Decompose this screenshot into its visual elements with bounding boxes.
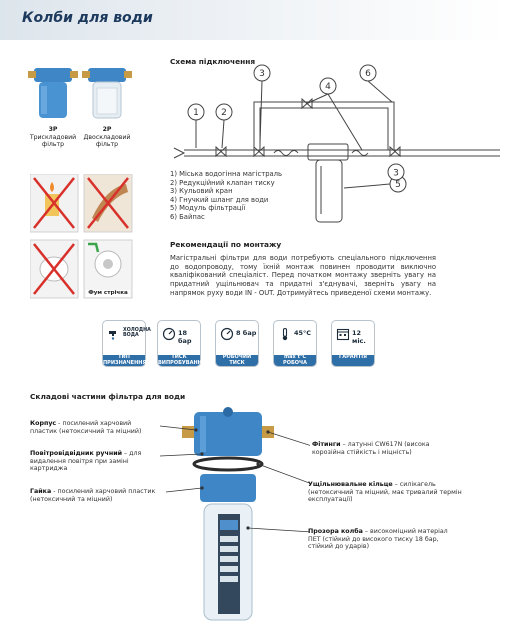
part-desc: - посилений харчовий пластик (нетоксичний та міцний) [30, 420, 142, 435]
part-name: Ущільнювальне кільце [308, 481, 393, 488]
part-fittings [312, 441, 462, 456]
spec-caption: ТИП ПРИЗНАЧЕННЯ [103, 354, 147, 366]
diagram-num-4: 4 [325, 82, 331, 92]
page-title: Колби для води [22, 10, 153, 26]
filter-2p-code: 2P [102, 126, 112, 133]
diagram-legend [170, 170, 320, 222]
recommendations-text: Магістральні фільтри для води потребують спеціального підключення до водопроводу, тому їхній монтаж повинен проводити виключно кваліфікований спеціаліст. Перед початком монтажу зверніть увагу на придатний ущільнювач та придатні з'єднувачі, зверніть увагу на напрямок руху води IN - OUT. Дотримуйтесь приведеної схеми монтажу. [170, 254, 436, 297]
tap-icon [107, 327, 121, 341]
part-name: Гайка [30, 488, 52, 495]
recommendations-title: Рекомендації по монтажу [170, 240, 282, 249]
filter-products-image [26, 62, 136, 124]
diagram-num-6: 6 [365, 69, 371, 79]
part-name: Повітровідвідник ручний [30, 450, 123, 457]
part-desc: – високоміцний матеріал ПЕТ (стійкий до високого тиску 18 бар, стійкий до ударів) [308, 528, 448, 551]
diagram-num-1: 1 [193, 108, 199, 118]
spec-value: ХОЛОДНА ВОДА [123, 328, 151, 339]
part-name: Прозора колба [308, 528, 363, 535]
fum-tape-caption: Фум стрічка [86, 290, 130, 297]
filter-3p-name: Трискладовий фільтр [29, 134, 77, 149]
spec-value: 45°C [294, 329, 312, 337]
part-nut [30, 488, 166, 503]
installation-warnings-image [30, 174, 136, 302]
gauge-icon [162, 327, 176, 341]
diagram-num-5: 5 [395, 180, 401, 190]
spec-caption: max t°C РОБОЧА [274, 355, 316, 366]
part-seal-ring [308, 481, 468, 504]
spec-value: 12 міс. [352, 329, 366, 345]
diagram-num-3b: 3 [393, 168, 399, 179]
spec-badge-temperature [273, 320, 317, 367]
spec-badge-working-pressure [215, 320, 259, 367]
spec-caption: ГАРАНТІЯ [332, 355, 374, 366]
legend-item: 4) Гнучкий шланг для води [170, 195, 269, 204]
spec-value: 8 бар [236, 329, 257, 337]
gauge-icon [220, 327, 234, 341]
diagram-num-2: 2 [221, 108, 227, 118]
part-clear-bowl [308, 528, 458, 551]
diagram-callout-3-right [384, 160, 408, 184]
spec-caption: РОБОЧИЙ ТИСК [216, 355, 258, 366]
spec-value: 18 бар [178, 329, 192, 345]
legend-item: 2) Редукційний клапан тиску [170, 178, 275, 187]
spec-badge-warranty [331, 320, 375, 367]
parts-title: Складові частини фільтра для води [30, 392, 186, 401]
part-name: Корпус [30, 420, 57, 427]
part-desc: – для видалення повітря при заміні картриджа [30, 450, 142, 473]
part-desc: – силікагель (нетоксичний та міцний, має тривалий термін експлуатації) [308, 481, 462, 504]
filter-2p-name: Двоскладовий фільтр [83, 134, 131, 149]
part-desc: – латунні CW617N (висока корозійна стійкість і міцність) [312, 441, 430, 456]
part-desc: - посилений харчовий пластик (нетоксичний та міцний) [30, 488, 156, 503]
part-air-vent [30, 450, 158, 473]
filter-3p-code: 3P [48, 126, 58, 133]
spec-caption: ТИСК ВИПРОБУВАННЯ [158, 354, 206, 366]
calendar-icon [336, 327, 350, 341]
part-name: Фітинги [312, 441, 341, 448]
legend-item: 5) Модуль фільтрації [170, 204, 246, 213]
diagram-title: Схема підключення [170, 57, 256, 66]
thermometer-icon [278, 327, 292, 341]
legend-item: 6) Байпас [170, 212, 205, 221]
legend-item: 3) Кульовий кран [170, 187, 233, 196]
filter-exploded-image [160, 404, 310, 626]
part-housing [30, 420, 158, 435]
spec-badge-test-pressure [157, 320, 206, 367]
legend-item: 1) Міська водогінна магістраль [170, 170, 283, 178]
spec-badge-type [102, 320, 151, 367]
diagram-num-3: 3 [259, 69, 265, 79]
